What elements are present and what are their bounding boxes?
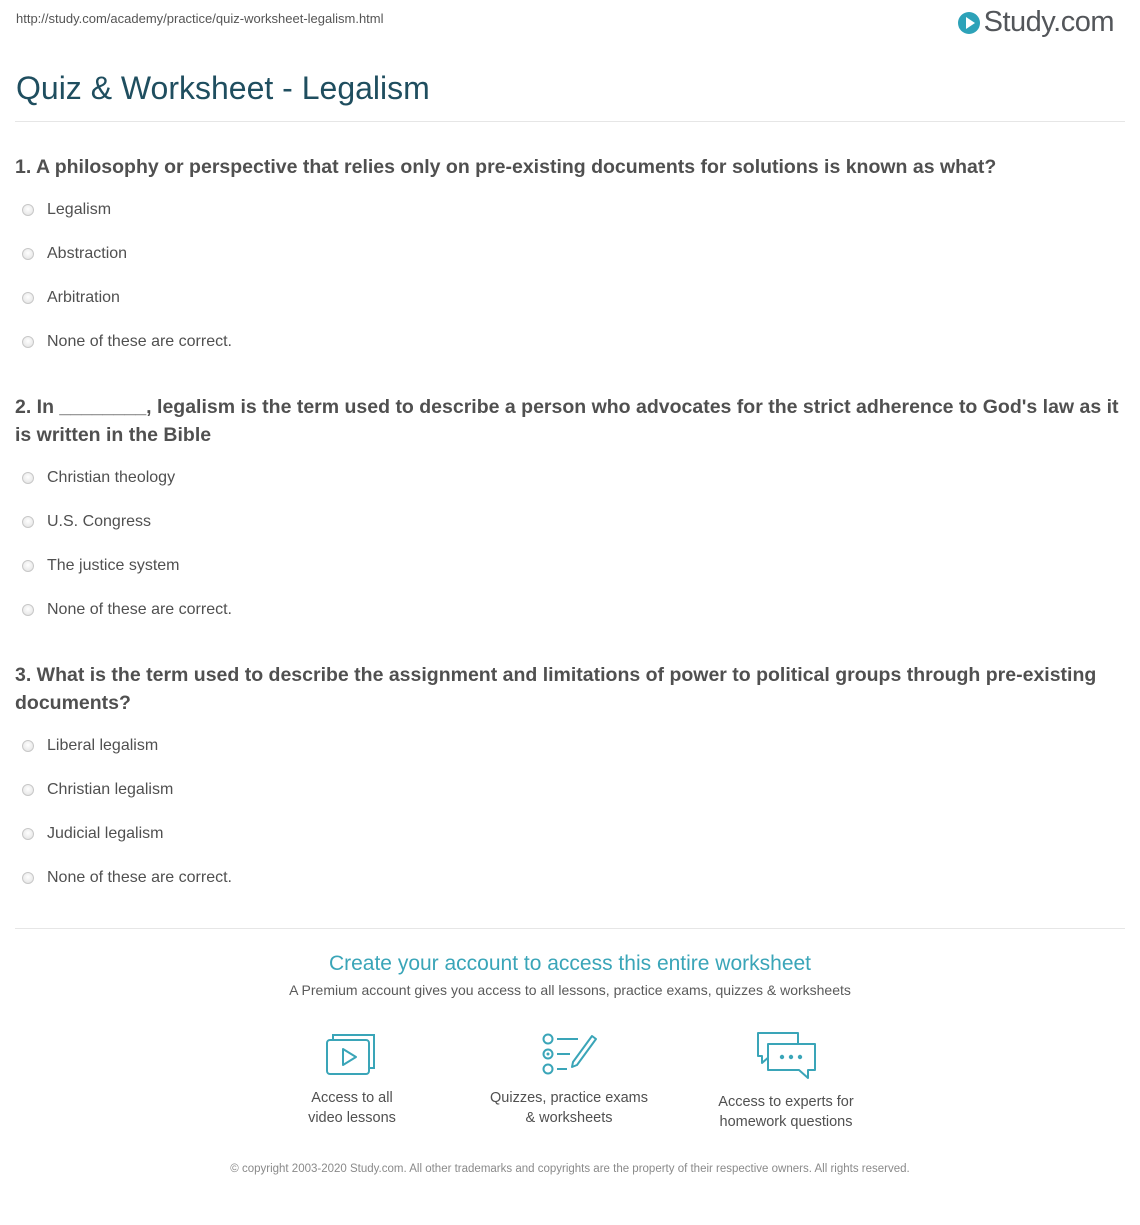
answer-option[interactable] bbox=[22, 199, 111, 221]
copyright-notice: © copyright 2003-2020 Study.com. All other trademarks and copyrights are the property of their respective owners. All rights reserved. bbox=[230, 1163, 910, 1175]
video-lessons-icon bbox=[324, 1030, 380, 1078]
title-divider bbox=[15, 121, 1125, 122]
answer-option[interactable] bbox=[22, 467, 175, 489]
answer-label: Judicial legalism bbox=[47, 825, 164, 842]
feature-label: video lessons bbox=[308, 1110, 396, 1126]
feature-video-lessons bbox=[252, 1030, 452, 1128]
question-1: 1. A philosophy or perspective that relies only on pre-existing documents for solutions is known as what? bbox=[15, 156, 997, 178]
answer-label: Legalism bbox=[47, 201, 112, 218]
feature-label: & worksheets bbox=[525, 1110, 613, 1126]
radio-button[interactable] bbox=[22, 740, 34, 752]
cta-divider bbox=[15, 928, 1125, 929]
create-account-link[interactable]: Create your account to access this entire worksheet bbox=[328, 952, 812, 975]
cta-subtitle: A Premium account gives you access to all lessons, practice exams, quizzes & worksheets bbox=[289, 982, 851, 998]
answer-label: U.S. Congress bbox=[47, 513, 152, 530]
answer-option[interactable] bbox=[22, 735, 158, 757]
answer-label: None of these are correct. bbox=[47, 869, 232, 886]
answer-label: Abstraction bbox=[47, 245, 128, 262]
feature-label: Access to experts for bbox=[718, 1094, 854, 1110]
answer-option[interactable] bbox=[22, 867, 232, 889]
radio-button[interactable] bbox=[22, 560, 34, 572]
answer-option[interactable] bbox=[22, 555, 179, 577]
answer-option[interactable] bbox=[22, 823, 164, 845]
answer-label: None of these are correct. bbox=[47, 601, 232, 618]
page-title: Quiz & Worksheet - Legalism bbox=[16, 70, 430, 106]
answer-option[interactable] bbox=[22, 511, 151, 533]
feature-label: homework questions bbox=[719, 1114, 853, 1130]
feature-experts bbox=[686, 1030, 886, 1132]
answer-label: Liberal legalism bbox=[47, 737, 159, 754]
question-3: 3. What is the term used to describe the assignment and limitations of power to political groups through pre-existing documents? bbox=[15, 664, 1097, 714]
radio-button[interactable] bbox=[22, 872, 34, 884]
radio-button[interactable] bbox=[22, 828, 34, 840]
radio-button[interactable] bbox=[22, 516, 34, 528]
chat-bubbles-icon bbox=[754, 1030, 818, 1082]
feature-quizzes bbox=[469, 1030, 669, 1128]
answer-label: The justice system bbox=[47, 557, 180, 574]
feature-label: Quizzes, practice exams bbox=[490, 1090, 648, 1106]
answer-option[interactable] bbox=[22, 331, 232, 353]
answer-option[interactable] bbox=[22, 287, 120, 309]
radio-button[interactable] bbox=[22, 204, 34, 216]
answer-option[interactable] bbox=[22, 779, 173, 801]
study-logo[interactable] bbox=[958, 6, 1114, 39]
radio-button[interactable] bbox=[22, 472, 34, 484]
play-logo-icon bbox=[958, 12, 980, 34]
question-2: 2. In ________, legalism is the term used to describe a person who advocates for the strict adherence to God's law as it is written in the Bible bbox=[15, 396, 1119, 446]
radio-button[interactable] bbox=[22, 336, 34, 348]
feature-label: Access to all bbox=[311, 1090, 393, 1106]
quiz-checklist-icon bbox=[540, 1030, 598, 1078]
answer-label: Christian legalism bbox=[47, 781, 174, 798]
page-url: http://study.com/academy/practice/quiz-worksheet-legalism.html bbox=[16, 11, 384, 26]
logo-text: Study.com bbox=[983, 6, 1114, 38]
answer-option[interactable] bbox=[22, 243, 127, 265]
radio-button[interactable] bbox=[22, 292, 34, 304]
answer-label: Arbitration bbox=[47, 289, 120, 306]
radio-button[interactable] bbox=[22, 604, 34, 616]
radio-button[interactable] bbox=[22, 248, 34, 260]
radio-button[interactable] bbox=[22, 784, 34, 796]
answer-option[interactable] bbox=[22, 599, 232, 621]
answer-label: None of these are correct. bbox=[47, 333, 232, 350]
answer-label: Christian theology bbox=[47, 469, 176, 486]
